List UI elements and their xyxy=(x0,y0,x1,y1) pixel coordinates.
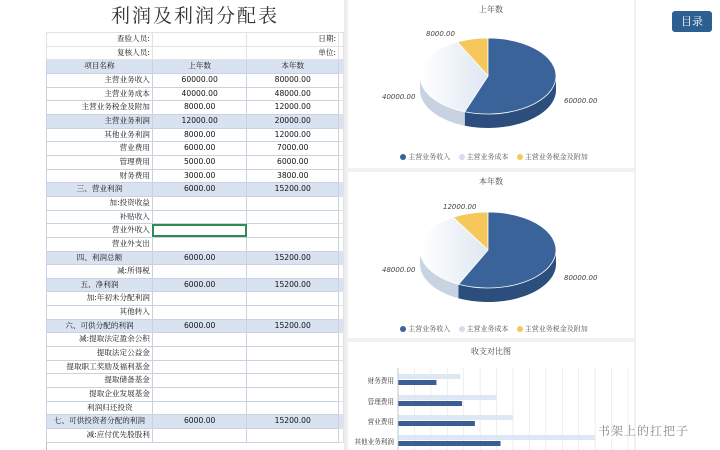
cell-this-year[interactable]: 20000.00 xyxy=(247,114,339,128)
cell-this-year[interactable] xyxy=(247,237,339,251)
cell-this-year[interactable]: 15200.00 xyxy=(247,183,339,197)
row-label: 主营业务利润 xyxy=(47,114,153,128)
empty-cell[interactable] xyxy=(339,306,344,320)
table-row xyxy=(47,128,344,142)
table-row xyxy=(47,196,344,210)
empty-cell[interactable] xyxy=(339,415,344,429)
cell-this-year[interactable]: 15200.00 xyxy=(247,319,339,333)
cell-last-year[interactable] xyxy=(152,196,247,210)
column-header-item: 项目名称 xyxy=(47,60,153,74)
row-label: 其他业务利润 xyxy=(47,128,153,142)
row-label: 营业外收入 xyxy=(47,224,153,238)
legend-label: 主营业务成本 xyxy=(466,325,509,333)
chart-title: 本年数 xyxy=(479,177,503,186)
cell-this-year[interactable] xyxy=(247,347,339,361)
row-label: 主营业务收入 xyxy=(47,73,153,87)
legend-swatch xyxy=(517,154,523,160)
row-label: 营业外支出 xyxy=(47,237,153,251)
empty-cell[interactable] xyxy=(339,183,344,197)
watermark-text: 书架上的扛把子 xyxy=(598,424,690,438)
empty-cell[interactable] xyxy=(339,210,344,224)
cell-this-year[interactable]: 15200.00 xyxy=(247,415,339,429)
row-label: 减:所得税 xyxy=(47,265,153,279)
table-row xyxy=(47,374,344,388)
row-label: 主营业务成本 xyxy=(47,87,153,101)
cell-last-year[interactable]: 6000.00 xyxy=(152,183,247,197)
table-row xyxy=(47,87,344,101)
empty-cell[interactable] xyxy=(339,374,344,388)
cell-this-year[interactable]: 12000.00 xyxy=(247,128,339,142)
legend-label: 主营业务税金及附加 xyxy=(524,153,588,161)
charts-area xyxy=(346,0,636,450)
cell-this-year[interactable] xyxy=(247,224,339,238)
row-label: 加:年初未分配利润 xyxy=(47,292,153,306)
row-label: 利润归还投资 xyxy=(47,401,153,415)
cell-this-year[interactable]: 15200.00 xyxy=(247,278,339,292)
cell-last-year[interactable]: 40000.00 xyxy=(152,87,247,101)
cell-this-year[interactable]: 15200.00 xyxy=(247,251,339,265)
meta-value-cell[interactable] xyxy=(339,46,344,60)
cell-this-year[interactable]: 48000.00 xyxy=(247,87,339,101)
row-label: 减:提取法定盈余公积 xyxy=(47,333,153,347)
chart-title: 上年数 xyxy=(479,5,503,14)
data-label-tax: 12000.00 xyxy=(443,203,477,211)
legend-swatch xyxy=(459,326,465,332)
empty-cell[interactable] xyxy=(339,292,344,306)
cell-this-year[interactable] xyxy=(247,388,339,402)
empty-cell[interactable] xyxy=(339,169,344,183)
empty-cell[interactable] xyxy=(339,278,344,292)
table-row xyxy=(47,388,344,402)
empty-cell[interactable] xyxy=(339,87,344,101)
row-label: 加:投资收益 xyxy=(47,196,153,210)
bar-category-label: 财务费用 xyxy=(367,377,394,385)
table-row xyxy=(47,73,344,87)
cell-last-year[interactable] xyxy=(152,306,247,320)
bar-category-label: 其他业务利润 xyxy=(354,438,394,446)
pie-plot xyxy=(348,0,634,148)
column-header-this-year: 本年数 xyxy=(247,60,339,74)
data-label-revenue: 80000.00 xyxy=(564,274,598,282)
table-row xyxy=(47,292,344,306)
empty-cell[interactable] xyxy=(339,319,344,333)
meta-label: 查验人员: xyxy=(47,33,153,47)
empty-cell[interactable] xyxy=(339,237,344,251)
meta-row xyxy=(47,46,344,60)
empty-cell[interactable] xyxy=(339,73,344,87)
row-label: 三、营业利润 xyxy=(47,183,153,197)
empty-cell[interactable] xyxy=(339,333,344,347)
table-row xyxy=(47,333,344,347)
chart-title: 收支对比图 xyxy=(471,347,511,356)
data-label-cost: 48000.00 xyxy=(382,266,416,274)
row-label: 减:应付优先股股利 xyxy=(47,429,153,443)
header-row xyxy=(47,60,344,74)
bar-this-year[interactable] xyxy=(398,374,460,379)
cell-last-year[interactable]: 60000.00 xyxy=(152,73,247,87)
cell-this-year[interactable] xyxy=(247,196,339,210)
row-label: 提取企业发展基金 xyxy=(47,388,153,402)
row-label: 四、利润总额 xyxy=(47,251,153,265)
table-row xyxy=(47,251,344,265)
legend-swatch xyxy=(459,154,465,160)
row-label: 其他转入 xyxy=(47,306,153,320)
table-row xyxy=(47,319,344,333)
table-row xyxy=(47,142,344,156)
cell-this-year[interactable] xyxy=(247,210,339,224)
pie-chart-this-year[interactable] xyxy=(348,172,634,338)
empty-cell[interactable] xyxy=(339,155,344,169)
row-label: 提取职工奖励及福利基金 xyxy=(47,360,153,374)
cell-last-year[interactable] xyxy=(152,292,247,306)
chart-legend xyxy=(348,324,634,334)
row-label: 管理费用 xyxy=(47,155,153,169)
empty-cell[interactable] xyxy=(339,360,344,374)
pie-plot xyxy=(348,172,634,322)
legend-swatch xyxy=(517,326,523,332)
table-row xyxy=(47,278,344,292)
empty-cell[interactable] xyxy=(339,114,344,128)
cell-last-year[interactable]: 6000.00 xyxy=(152,319,247,333)
empty-cell[interactable] xyxy=(339,128,344,142)
meta-label: 复核人员: xyxy=(47,46,153,60)
cell-this-year[interactable]: 80000.00 xyxy=(247,73,339,87)
cell-last-year[interactable]: 8000.00 xyxy=(152,101,247,115)
cell-this-year[interactable]: 6000.00 xyxy=(247,155,339,169)
cell-last-year[interactable] xyxy=(152,374,247,388)
cell-last-year[interactable] xyxy=(152,347,247,361)
data-label-revenue: 60000.00 xyxy=(564,97,598,105)
row-label: 五、净利润 xyxy=(47,278,153,292)
menu-button[interactable]: 目录 xyxy=(672,11,712,32)
legend-label: 主营业务成本 xyxy=(466,153,509,161)
bar-chart-comparison[interactable] xyxy=(348,342,634,450)
cell-this-year[interactable] xyxy=(247,401,339,415)
cell-last-year[interactable]: 8000.00 xyxy=(152,128,247,142)
meta-row xyxy=(47,33,344,47)
bar-this-year[interactable] xyxy=(398,415,513,420)
bar-this-year[interactable] xyxy=(398,395,497,400)
cell-last-year[interactable] xyxy=(152,333,247,347)
row-label: 财务费用 xyxy=(47,169,153,183)
pie-chart-last-year[interactable] xyxy=(348,0,634,168)
cell-last-year[interactable] xyxy=(152,401,247,415)
data-label-tax: 8000.00 xyxy=(426,30,455,38)
table-row xyxy=(47,183,344,197)
empty-cell[interactable] xyxy=(339,401,344,415)
bar-last-year[interactable] xyxy=(398,401,462,406)
column-header-last-year: 上年数 xyxy=(152,60,247,74)
row-label: 提取储备基金 xyxy=(47,374,153,388)
cell-this-year[interactable] xyxy=(247,360,339,374)
table-row xyxy=(47,415,344,429)
cell-last-year[interactable]: 6000.00 xyxy=(152,142,247,156)
meta-value-cell[interactable] xyxy=(152,46,247,60)
cell-this-year[interactable] xyxy=(247,306,339,320)
cell-this-year[interactable] xyxy=(247,374,339,388)
table-row xyxy=(47,114,344,128)
table-row xyxy=(47,224,344,238)
bar-last-year[interactable] xyxy=(398,380,436,385)
table-row xyxy=(47,347,344,361)
cell-last-year[interactable] xyxy=(152,429,247,443)
bar-last-year[interactable] xyxy=(398,441,501,446)
legend-label: 主营业务收入 xyxy=(408,325,451,333)
cell-last-year[interactable]: 12000.00 xyxy=(152,114,247,128)
table-row xyxy=(47,429,344,443)
profit-table xyxy=(46,32,344,443)
bar-category-label: 管理费用 xyxy=(367,398,394,406)
cell-this-year[interactable]: 3800.00 xyxy=(247,169,339,183)
table-row xyxy=(47,360,344,374)
empty-cell[interactable] xyxy=(339,101,344,115)
empty-cell[interactable] xyxy=(339,388,344,402)
legend-label: 主营业务收入 xyxy=(408,153,451,161)
cell-this-year[interactable] xyxy=(247,333,339,347)
meta-label: 单位: xyxy=(247,46,339,60)
sheet-title: 利润及利润分配表 xyxy=(110,5,279,27)
empty-cell[interactable] xyxy=(339,347,344,361)
bar-this-year[interactable] xyxy=(398,435,595,440)
row-label: 提取法定公益金 xyxy=(47,347,153,361)
cell-last-year[interactable]: 5000.00 xyxy=(152,155,247,169)
cell-last-year[interactable]: 6000.00 xyxy=(152,251,247,265)
cell-last-year[interactable] xyxy=(152,224,247,238)
empty-cell[interactable] xyxy=(339,142,344,156)
cell-this-year[interactable] xyxy=(247,429,339,443)
empty-cell[interactable] xyxy=(339,224,344,238)
meta-value-cell[interactable] xyxy=(339,33,344,47)
empty-cell[interactable] xyxy=(339,429,344,443)
empty-cell[interactable] xyxy=(339,196,344,210)
row-label: 主营业务税金及附加 xyxy=(47,101,153,115)
cell-this-year[interactable]: 12000.00 xyxy=(247,101,339,115)
row-label: 营业费用 xyxy=(47,142,153,156)
legend-swatch xyxy=(400,154,406,160)
spreadsheet-area xyxy=(0,0,344,450)
data-label-cost: 40000.00 xyxy=(382,93,416,101)
cell-last-year[interactable]: 6000.00 xyxy=(152,415,247,429)
empty-cell[interactable] xyxy=(339,265,344,279)
table-row xyxy=(47,265,344,279)
table-row xyxy=(47,401,344,415)
table-row xyxy=(47,169,344,183)
meta-value-cell[interactable] xyxy=(152,33,247,47)
cell-this-year[interactable] xyxy=(247,265,339,279)
chart-legend xyxy=(348,152,634,162)
row-label: 七、可供投资者分配的利润 xyxy=(47,415,153,429)
cell-last-year[interactable] xyxy=(152,388,247,402)
cell-last-year[interactable]: 6000.00 xyxy=(152,278,247,292)
empty-cell[interactable] xyxy=(339,251,344,265)
table-row xyxy=(47,101,344,115)
cell-last-year[interactable] xyxy=(152,360,247,374)
row-label: 六、可供分配的利润 xyxy=(47,319,153,333)
legend-label: 主营业务税金及附加 xyxy=(524,325,588,333)
cell-this-year[interactable]: 7000.00 xyxy=(247,142,339,156)
cell-this-year[interactable] xyxy=(247,292,339,306)
cell-last-year[interactable] xyxy=(152,210,247,224)
table-row xyxy=(47,210,344,224)
table-row xyxy=(47,306,344,320)
table-row xyxy=(47,237,344,251)
table-row xyxy=(47,155,344,169)
bar-category-label: 营业费用 xyxy=(367,418,394,426)
cell-last-year[interactable]: 3000.00 xyxy=(152,169,247,183)
row-label: 补贴收入 xyxy=(47,210,153,224)
cell-last-year[interactable] xyxy=(152,265,247,279)
bar-last-year[interactable] xyxy=(398,421,475,426)
empty-cell[interactable] xyxy=(339,60,344,74)
meta-label: 日期: xyxy=(247,33,339,47)
cell-last-year[interactable] xyxy=(152,237,247,251)
legend-swatch xyxy=(400,326,406,332)
